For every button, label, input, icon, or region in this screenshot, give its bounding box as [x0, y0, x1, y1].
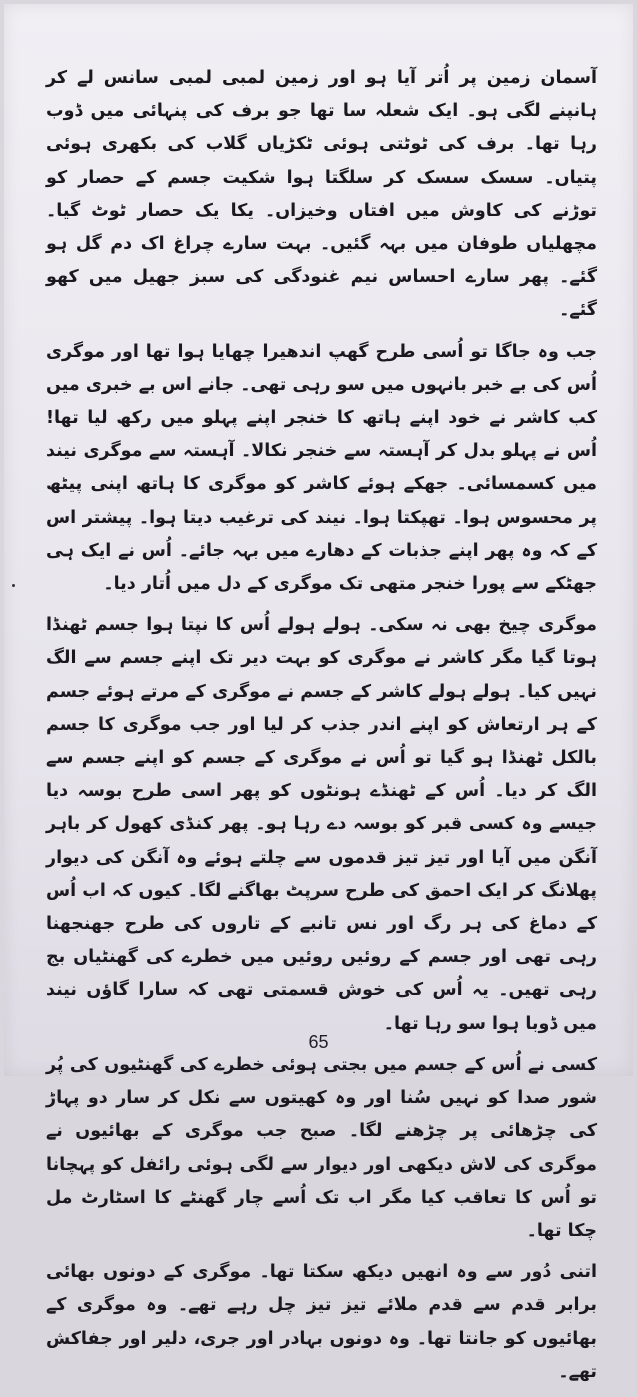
paragraph: اتنی دُور سے وہ انھیں دیکھ سکتا تھا۔ موگری کے دونوں بھائی برابر قدم سے قدم ملائے تیز تیز چل رہے تھے۔ وہ موگری کے بھائیوں کو جانتا تھا۔ وہ دونوں بہادر اور جری، دلیر اور جفاکش تھے۔: [46, 1262, 597, 1382]
paragraph: آسمان زمین پر اُتر آیا ہو اور زمین لمبی لمبی سانس لے کر ہانپنے لگی ہو۔ ایک شعلہ سا تھا جو برف کی پنہائی میں ڈوب رہا تھا۔ برف کی ٹوٹتی ہوئی ٹکڑیاں گلاب کی بکھری ہوئی پتیاں۔ سسک سسک کر سلگتا ہوا شکیت جسم کے حصار کو توڑنے کی کاوش میں افتاں وخیزاں۔ یکا یک حصار ٹوٹ گیا۔ مچھلیاں طوفان میں بہہ گئیں۔ بہت سارے چراغ اک دم گل ہو گئے۔ پھر سارے احساس نیم غنودگی کی سبز جھیل میں کھو گئے۔: [46, 68, 597, 321]
book-page: [4, 4, 633, 1382]
paragraph: جب وہ جاگا تو اُسی طرح گھپ اندھیرا چھایا ہوا تھا اور موگری اُس کی بے خبر بانہوں میں سو رہی تھی۔ جانے اس بے خبری میں کب کاشر نے خود اپنے ہاتھ کا خنجر اپنے پہلو میں رکھ لیا تھا! اُس نے پہلو بدل کر آہستہ سے خنجر نکالا۔ آہستہ سے موگری نیند میں کسمسائی۔ جھکے ہوئے کاشر کو موگری کا ہاتھ اپنی پیٹھ پر محسوس ہوا۔ تھپکتا ہوا۔ نیند کی ترغیب دیتا ہوا۔ پیشتر اس کے کہ وہ پھر اپنے جذبات کے دھارے میں بہہ جائے۔ اُس نے ایک ہی جھٹکے سے پورا خنجر متھی تک موگری کے دل میں اُتار دیا۔: [46, 341, 597, 595]
page-number: 65: [308, 1032, 329, 1052]
body-text: [46, 62, 597, 1397]
paragraph: کسی نے اُس کے جسم میں بجتی ہوئی خطرے کی گھنٹیوں کی پُر شور صدا کو نہیں سُنا اور وہ کھیتوں سے نکل کر سار دو پہاڑ کی چڑھائی پر چڑھنے لگا۔ صبح جب موگری کے بھائیوں نے موگری کی لاش دیکھی اور دیوار سے لگی ہوئی رائفل کو پہچانا تو اُس کا تعاقب کیا مگر اب تک اُسے چار گھنٹے کا اسٹارٹ مل چکا تھا۔: [46, 1054, 597, 1241]
margin-mark: [12, 584, 15, 587]
paragraph: موگری چیخ بھی نہ سکی۔ ہولے ہولے اُس کا نپتا ہوا جسم ٹھنڈا ہوتا گیا مگر کاشر نے موگری کو بہت دیر تک اپنے جسم سے الگ نہیں کیا۔ ہولے ہولے کاشر کے جسم نے موگری کے مرتے ہوئے جسم کے ہر ارتعاش کو اپنے اندر جذب کر لیا اور جب موگری کا جسم بالکل ٹھنڈا ہو گیا تو اُس نے موگری کے جسم کو اپنے جسم سے الگ کر دیا۔ اُس کے ٹھنڈے ہونٹوں کو پھر اسی طرح بوسہ دیا جیسے وہ کسی قبر کو بوسہ دے رہا ہو۔ پھر کنڈی کھول کر باہر آنگن میں آیا اور تیز تیز قدموں سے چلتے ہوئے وہ آنگن کی دیوار پھلانگ کر ایک احمق کی طرح سرپٹ بھاگنے لگا۔ کیوں کہ اب اُس کے دماغ کی ہر رگ اور نس تانبے کے تاروں کی طرح جھنجھنا رہی تھی اور جسم کے روئیں روئیں میں خطرے کی گھنٹیاں بج رہی تھیں۔ یہ اُس کی خوش قسمتی تھی کہ سارا گاؤں نیند میں ڈوبا ہوا سو رہا تھا۔: [46, 615, 597, 1034]
